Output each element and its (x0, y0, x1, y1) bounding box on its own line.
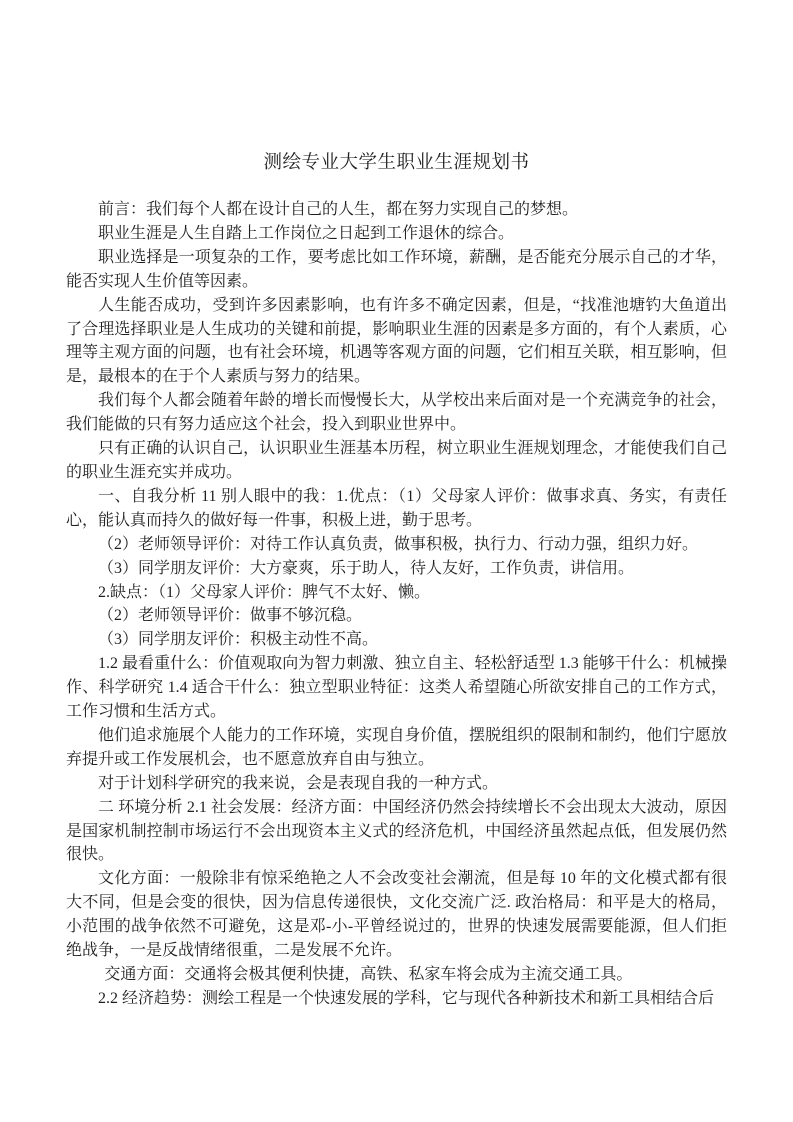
document-body (66, 198, 727, 1011)
paragraph-05: 我们每个人都会随着年龄的增长而慢慢长大，从学校出来后面对是一个充满竞争的社会，我们能做的只有努力适应这个社会，投入到职业世界中。 (66, 392, 727, 434)
paragraph-15: 对于计划科学研究的我来说，会是表现自我的一种方式。 (98, 774, 499, 792)
paragraph-19: 2.2 经济趋势：测绘工程是一个快速发展的学科，它与现代各种新技术和新工具相结合后 (98, 989, 715, 1007)
paragraph-10: 2.缺点：（1）父母家人评价：脾气不太好、懒。 (98, 583, 431, 601)
paragraph-01: 前言：我们每个人都在设计自己的人生，都在努力实现自己的梦想。 (98, 201, 579, 218)
paragraph-08: （2）老师领导评价：对待工作认真负责，做事积极，执行力、行动力强，组织力好。 (98, 535, 699, 553)
paragraph-17: 文化方面：一般除非有惊采绝艳之人不会改变社会潮流，但是每 10 年的文化模式都有很大不同，但是会变的很快，因为信息传递很快，文化交流广泛. 政治格局：和平是大的格局，小范围的战争依然不可避免，这是邓-小-平曾经说过的，世界的快速发展需要能源，但人们拒绝战争，一是反战情绪很重，二是发展不允许。 (66, 870, 727, 960)
paragraph-18: 交通方面：交通将会极其便利快捷，高铁、私家车将会成为主流交通工具。 (104, 966, 633, 983)
paragraph-03: 职业选择是一项复杂的工作，要考虑比如工作环境，薪酬，是否能充分展示自己的才华，能否实现人生价值等因素。 (66, 248, 727, 290)
paragraph-12: （3）同学朋友评价：积极主动性不高。 (98, 631, 379, 649)
paragraph-13: 1.2 最看重什么：价值观取向为智力刺激、独立自主、轻松舒适型 1.3 能够干什么：机械操作、科学研究 1.4 适合干什么：独立型职业特征：这类人希望随心所欲安排自己的工作方式，工作习惯和生活方式。 (66, 655, 727, 721)
document-title: 测绘专业大学生职业生涯规划书 (263, 153, 530, 173)
paragraph-11: （2）老师领导评价：做事不够沉稳。 (98, 607, 363, 625)
paragraph-02: 职业生涯是人生自踏上工作岗位之日起到工作退休的综合。 (98, 224, 515, 242)
paragraph-09: （3）同学朋友评价：大方豪爽，乐于助人，待人友好，工作负责，讲信用。 (98, 559, 635, 577)
paragraph-04: 人生能否成功，受到许多因素影响，也有许多不确定因素，但是，“找准池塘钓大鱼道出了合理选择职业是人生成功的关键和前提，影响职业生涯的因素是多方面的，有个人素质，心理等主观方面的问题，也有社会环境，机遇等客观方面的问题，它们相互关联，相互影响，但是，最根本的在于个人素质与努力的结果。 (66, 296, 727, 386)
paragraph-07: 一、自我分析 11 别人眼中的我：1.优点：（1）父母家人评价：做事求真、务实，有责任心，能认真而持久的做好每一件事，积极上进，勤于思考。 (66, 487, 727, 529)
paragraph-06: 只有正确的认识自己，认识职业生涯基本历程，树立职业生涯规划理念，才能使我们自己的职业生涯充实并成功。 (66, 440, 727, 481)
paragraph-16: 二 环境分析 2.1 社会发展：经济方面：中国经济仍然会持续增长不会出现太大波动，原因是国家机制控制市场运行不会出现资本主义式的经济危机，中国经济虽然起点低，但发展仍然很快。 (66, 798, 727, 864)
paragraph-14: 他们追求施展个人能力的工作环境，实现自身价值，摆脱组织的限制和制约，他们宁愿放弃提升或工作发展机会，也不愿意放弃自由与独立。 (66, 726, 727, 768)
